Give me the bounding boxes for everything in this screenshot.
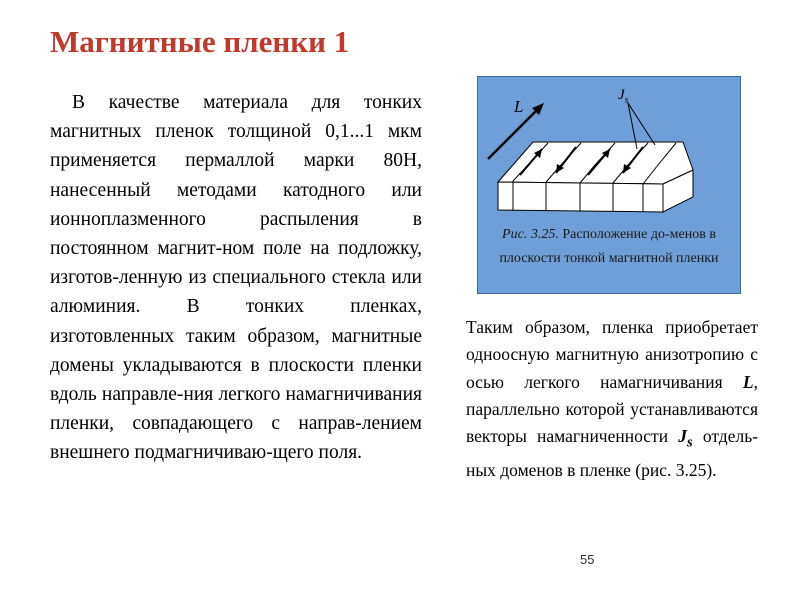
- right-text-part2: , параллельно которой устанавливаются векторы намагниченности: [466, 371, 758, 447]
- right-text-part1: Таким образом, пленка приобретает одноосную магнитную анизотропию с осью легкого намагничивания: [466, 317, 758, 392]
- right-text-js-symbol: $J_s$: [678, 426, 693, 451]
- body-text-right: [466, 314, 758, 484]
- label-js: $J_s$: [618, 87, 629, 106]
- page-number: 55: [580, 552, 595, 567]
- slide-title: Магнитные пленки 1: [50, 24, 350, 59]
- film-top-face: [498, 142, 693, 184]
- figure-domains: [477, 76, 741, 294]
- figure-caption-text: Расположение до-менов в плоскости тонкой магнитной пленки: [499, 227, 719, 266]
- right-text-l-symbol: L: [742, 371, 754, 392]
- label-l: L: [514, 97, 524, 116]
- right-text-part3: отдель-ных доменов в пленке (рис. 3.25).: [466, 426, 759, 480]
- body-text-left: В качестве материала для тонких магнитных пленок толщиной 0,1...1 мкм применяется пермаллой марки 80Н, нанесенный методами катодного или ионноплазменного распыления в постоянном магнит-ном поле на подложку, изготов-ленную из специального стекла или алюминия. В тонких пленках, изготовленных таким образом, магнитные домены укладываются в плоскости пленки вдоль направле-ния легкого намагничивания пленки, совпадающего с направ-лением внешнего подмагничиваю-щего поля.: [50, 92, 422, 464]
- figure-caption: [478, 223, 740, 271]
- figure-caption-ref: Рис. 3.25.: [502, 227, 559, 242]
